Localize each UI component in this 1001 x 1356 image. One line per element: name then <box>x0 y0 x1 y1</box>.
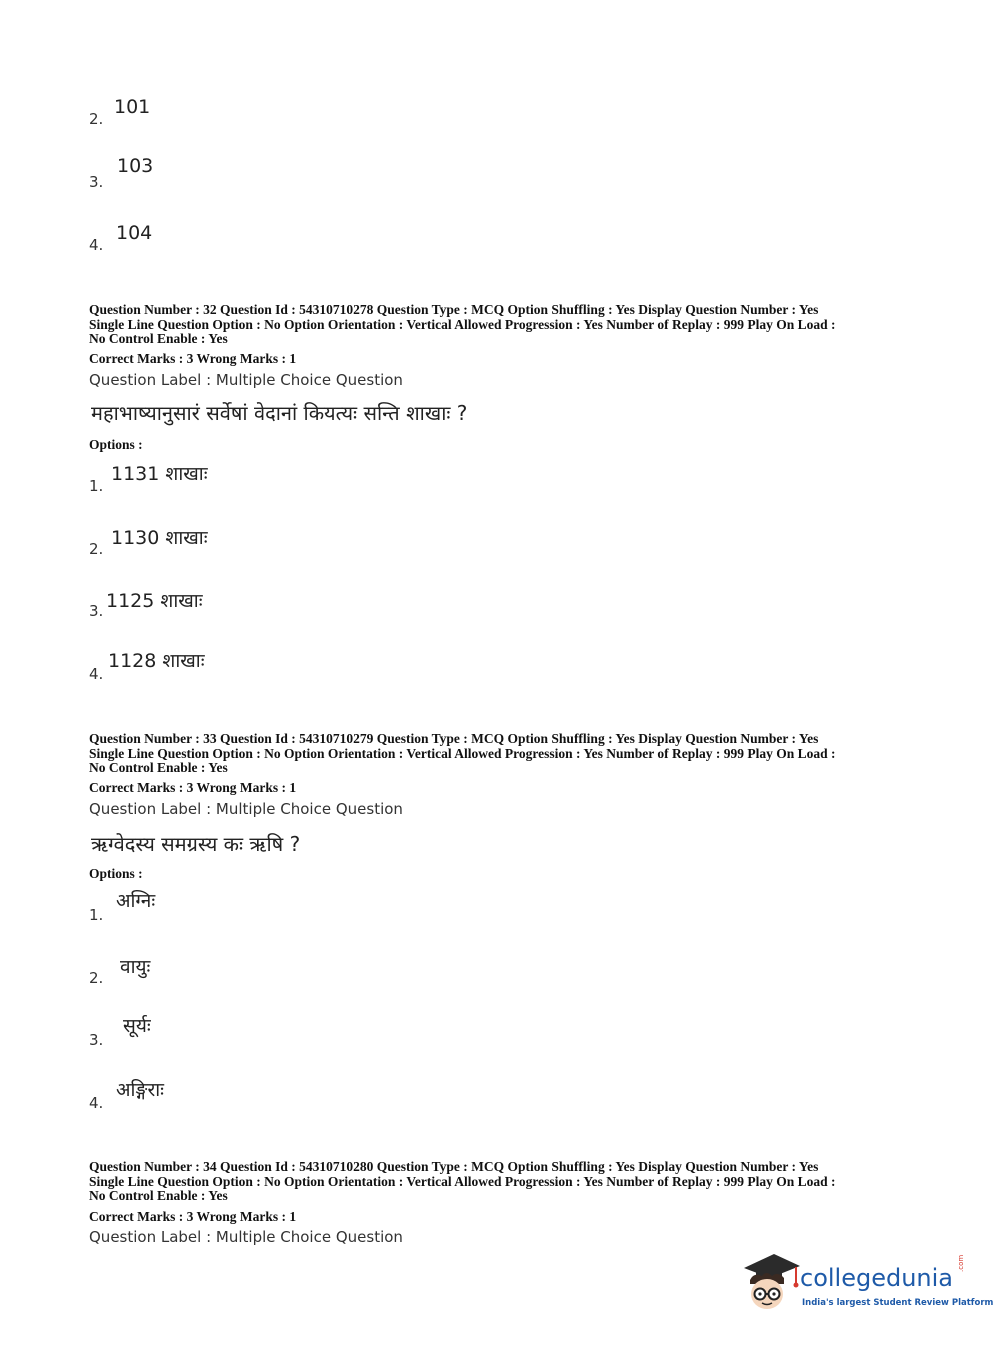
option-value: 101 <box>114 96 151 118</box>
options-heading: Options : <box>89 866 143 881</box>
option-number: 3. <box>89 602 104 620</box>
meta-line: No Control Enable : Yes <box>89 760 228 776</box>
meta-line: No Control Enable : Yes <box>89 331 228 347</box>
meta-line: Single Line Question Option : No Option Orientation : Vertical Allowed Progression : Yes Number of Replay : 999 Play On Load : <box>89 1173 836 1189</box>
option-value: 1125 शाखाः <box>106 590 203 612</box>
option-value: 104 <box>116 222 153 244</box>
question-text: महाभाष्यानुसारं सर्वेषां वेदानां कियत्यः सन्ति शाखाः ? <box>91 401 468 425</box>
meta-line: Question Number : 34 Question Id : 54310710280 Question Type : MCQ Option Shuffling : Yes Display Question Number : Yes <box>89 1159 819 1174</box>
logo-name: collegedunia <box>800 1264 954 1292</box>
option-value: अग्निः <box>116 890 156 912</box>
options-heading: Options : <box>89 437 143 452</box>
collegedunia-logo[interactable] <box>740 1250 994 1314</box>
meta-line: Single Line Question Option : No Option Orientation : Vertical Allowed Progression : Yes Number of Replay : 999 Play On Load : <box>89 745 836 761</box>
option-number: 2. <box>89 540 104 558</box>
option-value: 103 <box>117 155 154 177</box>
question-label: Question Label : Multiple Choice Question <box>89 800 403 818</box>
option-value: अङ्गिराः <box>116 1079 164 1101</box>
option-value: 1130 शाखाः <box>111 527 208 549</box>
option-value: 1131 शाखाः <box>111 463 208 485</box>
option-value: 1128 शाखाः <box>108 650 205 672</box>
meta-line: Question Number : 32 Question Id : 54310710278 Question Type : MCQ Option Shuffling : Yes Display Question Number : Yes <box>89 302 819 317</box>
question-label: Question Label : Multiple Choice Question <box>89 1228 403 1246</box>
logo-suffix: .com <box>957 1254 965 1272</box>
question-meta <box>89 732 919 776</box>
question-marks: Correct Marks : 3 Wrong Marks : 1 <box>89 351 297 366</box>
option-number: 4. <box>89 1094 104 1112</box>
question-marks: Correct Marks : 3 Wrong Marks : 1 <box>89 1209 297 1224</box>
option-number: 2. <box>89 969 104 987</box>
option-number: 2. <box>89 110 104 128</box>
option-number: 4. <box>89 665 104 683</box>
question-meta <box>89 1160 919 1204</box>
mascot-icon <box>740 1250 802 1314</box>
question-meta <box>89 303 919 347</box>
option-number: 4. <box>89 236 104 254</box>
option-number: 3. <box>89 1031 104 1049</box>
option-number: 1. <box>89 477 104 495</box>
question-text: ऋग्वेदस्य समग्रस्य कः ऋषि ? <box>91 832 301 856</box>
question-marks: Correct Marks : 3 Wrong Marks : 1 <box>89 780 297 795</box>
meta-line: No Control Enable : Yes <box>89 1188 228 1204</box>
question-label: Question Label : Multiple Choice Question <box>89 371 403 389</box>
meta-line: Question Number : 33 Question Id : 54310710279 Question Type : MCQ Option Shuffling : Yes Display Question Number : Yes <box>89 731 819 746</box>
meta-line: Single Line Question Option : No Option Orientation : Vertical Allowed Progression : Yes Number of Replay : 999 Play On Load : <box>89 316 836 332</box>
option-value: वायुः <box>120 956 151 978</box>
logo-tagline: India's largest Student Review Platform <box>802 1298 994 1308</box>
option-number: 3. <box>89 173 104 191</box>
option-number: 1. <box>89 906 104 924</box>
option-value: सूर्यः <box>123 1015 151 1037</box>
